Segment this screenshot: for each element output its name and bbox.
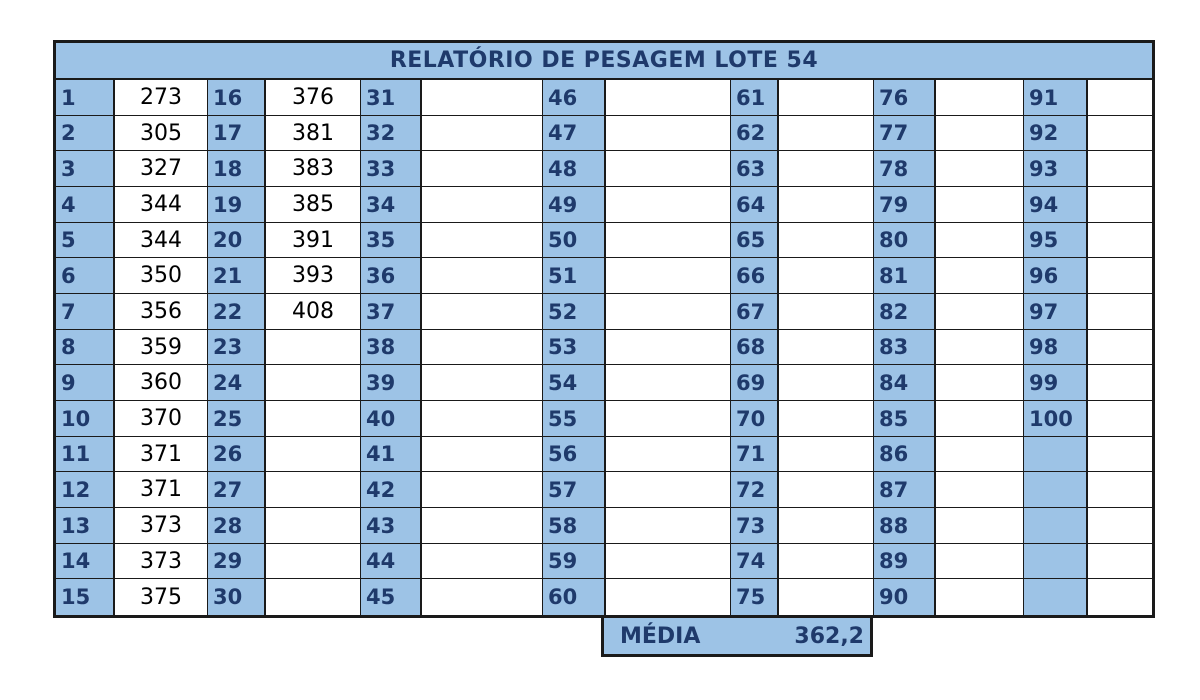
entry-weight: [606, 401, 731, 437]
entry-number: 20: [208, 223, 266, 258]
entry-number: 97: [1024, 294, 1088, 330]
entry-number: 4: [56, 187, 115, 223]
entry-number: 21: [208, 258, 266, 294]
entry-number: [1024, 508, 1088, 544]
entry-number: 70: [731, 401, 779, 437]
entry-number: 67: [731, 294, 779, 330]
weight-grid: [56, 80, 1152, 615]
entry-weight: 371: [115, 472, 208, 508]
entry-number: 93: [1024, 151, 1088, 187]
entry-number: 36: [361, 258, 422, 294]
entry-weight: [936, 223, 1024, 258]
entry-number: 25: [208, 401, 266, 437]
entry-weight: [1088, 437, 1152, 472]
entry-weight: [779, 151, 874, 187]
entry-number: 48: [543, 151, 606, 187]
entry-weight: [936, 365, 1024, 401]
entry-number: 28: [208, 508, 266, 544]
entry-number: 60: [543, 579, 606, 615]
entry-number: 47: [543, 116, 606, 151]
entry-weight: [936, 472, 1024, 508]
entry-weight: [606, 544, 731, 579]
entry-weight: [779, 508, 874, 544]
entry-number: 66: [731, 258, 779, 294]
entry-weight: 360: [115, 365, 208, 401]
entry-weight: 381: [266, 116, 361, 151]
entry-number: 2: [56, 116, 115, 151]
media-value: 362,2: [794, 623, 864, 649]
entry-number: 72: [731, 472, 779, 508]
entry-number: 17: [208, 116, 266, 151]
entry-weight: 356: [115, 294, 208, 330]
entry-weight: [1088, 258, 1152, 294]
entry-number: [1024, 437, 1088, 472]
media-summary: [601, 618, 873, 657]
entry-weight: [606, 116, 731, 151]
entry-number: 11: [56, 437, 115, 472]
entry-number: 61: [731, 80, 779, 116]
entry-number: 51: [543, 258, 606, 294]
entry-number: 24: [208, 365, 266, 401]
entry-weight: 393: [266, 258, 361, 294]
entry-number: 62: [731, 116, 779, 151]
entry-weight: [606, 472, 731, 508]
entry-weight: [606, 437, 731, 472]
entry-number: 94: [1024, 187, 1088, 223]
entry-weight: [422, 258, 543, 294]
entry-weight: [606, 579, 731, 615]
entry-weight: [936, 80, 1024, 116]
entry-number: 98: [1024, 330, 1088, 365]
entry-number: 100: [1024, 401, 1088, 437]
entry-number: 74: [731, 544, 779, 579]
entry-number: 39: [361, 365, 422, 401]
entry-weight: [936, 330, 1024, 365]
entry-number: 44: [361, 544, 422, 579]
entry-weight: [606, 294, 731, 330]
entry-number: 57: [543, 472, 606, 508]
entry-number: 52: [543, 294, 606, 330]
entry-number: 1: [56, 80, 115, 116]
entry-weight: 373: [115, 544, 208, 579]
entry-number: 3: [56, 151, 115, 187]
entry-weight: [606, 80, 731, 116]
entry-number: 90: [874, 579, 936, 615]
entry-weight: [936, 401, 1024, 437]
entry-weight: [422, 80, 543, 116]
entry-weight: 370: [115, 401, 208, 437]
entry-weight: [266, 579, 361, 615]
entry-number: [1024, 472, 1088, 508]
entry-number: 79: [874, 187, 936, 223]
report-title: RELATÓRIO DE PESAGEM LOTE 54: [56, 43, 1152, 80]
entry-weight: [266, 508, 361, 544]
entry-number: 46: [543, 80, 606, 116]
entry-weight: [606, 151, 731, 187]
entry-weight: 408: [266, 294, 361, 330]
entry-number: 99: [1024, 365, 1088, 401]
entry-number: 22: [208, 294, 266, 330]
entry-number: 75: [731, 579, 779, 615]
entry-number: 68: [731, 330, 779, 365]
entry-weight: [779, 116, 874, 151]
entry-weight: [422, 151, 543, 187]
entry-weight: [936, 544, 1024, 579]
entry-number: 89: [874, 544, 936, 579]
entry-weight: [606, 330, 731, 365]
entry-weight: [779, 294, 874, 330]
entry-number: 63: [731, 151, 779, 187]
entry-number: 65: [731, 223, 779, 258]
entry-number: 76: [874, 80, 936, 116]
entry-weight: 359: [115, 330, 208, 365]
entry-number: 84: [874, 365, 936, 401]
entry-weight: [1088, 187, 1152, 223]
entry-weight: 350: [115, 258, 208, 294]
media-label: MÉDIA: [620, 623, 701, 649]
entry-number: 58: [543, 508, 606, 544]
entry-weight: 371: [115, 437, 208, 472]
entry-weight: [266, 437, 361, 472]
entry-number: 33: [361, 151, 422, 187]
entry-number: 9: [56, 365, 115, 401]
entry-weight: [779, 401, 874, 437]
entry-number: 30: [208, 579, 266, 615]
entry-weight: [266, 401, 361, 437]
entry-weight: [1088, 80, 1152, 116]
entry-weight: [779, 579, 874, 615]
entry-number: 45: [361, 579, 422, 615]
entry-number: 78: [874, 151, 936, 187]
entry-number: 29: [208, 544, 266, 579]
entry-weight: [1088, 223, 1152, 258]
entry-weight: [1088, 294, 1152, 330]
entry-weight: [606, 258, 731, 294]
entry-number: 96: [1024, 258, 1088, 294]
entry-weight: 305: [115, 116, 208, 151]
entry-number: 85: [874, 401, 936, 437]
entry-weight: [779, 365, 874, 401]
entry-weight: 391: [266, 223, 361, 258]
entry-weight: [936, 437, 1024, 472]
entry-weight: [606, 508, 731, 544]
entry-number: 56: [543, 437, 606, 472]
entry-weight: [606, 365, 731, 401]
entry-weight: [1088, 579, 1152, 615]
entry-weight: [422, 437, 543, 472]
entry-number: 64: [731, 187, 779, 223]
entry-weight: [936, 187, 1024, 223]
entry-weight: [1088, 544, 1152, 579]
entry-weight: [606, 187, 731, 223]
entry-number: 31: [361, 80, 422, 116]
entry-weight: [936, 116, 1024, 151]
entry-number: 53: [543, 330, 606, 365]
entry-weight: [1088, 330, 1152, 365]
entry-weight: [422, 330, 543, 365]
entry-number: 80: [874, 223, 936, 258]
entry-weight: [779, 472, 874, 508]
entry-weight: [1088, 472, 1152, 508]
entry-number: 41: [361, 437, 422, 472]
entry-weight: [936, 294, 1024, 330]
entry-number: 6: [56, 258, 115, 294]
entry-weight: [422, 544, 543, 579]
entry-number: 12: [56, 472, 115, 508]
entry-weight: [266, 330, 361, 365]
entry-weight: [779, 187, 874, 223]
entry-number: 54: [543, 365, 606, 401]
entry-number: 13: [56, 508, 115, 544]
entry-number: 81: [874, 258, 936, 294]
weighing-report-sheet: [53, 40, 1155, 618]
entry-weight: 383: [266, 151, 361, 187]
entry-number: [1024, 579, 1088, 615]
entry-weight: 385: [266, 187, 361, 223]
entry-weight: [779, 80, 874, 116]
entry-number: [1024, 544, 1088, 579]
entry-number: 14: [56, 544, 115, 579]
entry-number: 8: [56, 330, 115, 365]
entry-number: 71: [731, 437, 779, 472]
entry-number: 23: [208, 330, 266, 365]
entry-weight: [779, 544, 874, 579]
entry-weight: [1088, 508, 1152, 544]
entry-number: 42: [361, 472, 422, 508]
entry-number: 91: [1024, 80, 1088, 116]
entry-number: 82: [874, 294, 936, 330]
entry-weight: [936, 258, 1024, 294]
entry-number: 38: [361, 330, 422, 365]
entry-number: 32: [361, 116, 422, 151]
entry-number: 27: [208, 472, 266, 508]
entry-number: 69: [731, 365, 779, 401]
entry-weight: 327: [115, 151, 208, 187]
entry-number: 19: [208, 187, 266, 223]
entry-weight: 344: [115, 223, 208, 258]
entry-weight: [422, 294, 543, 330]
entry-weight: 375: [115, 579, 208, 615]
entry-weight: 373: [115, 508, 208, 544]
entry-number: 87: [874, 472, 936, 508]
entry-number: 73: [731, 508, 779, 544]
entry-weight: [422, 579, 543, 615]
entry-weight: [779, 437, 874, 472]
entry-number: 83: [874, 330, 936, 365]
entry-weight: 273: [115, 80, 208, 116]
entry-number: 43: [361, 508, 422, 544]
entry-number: 18: [208, 151, 266, 187]
entry-weight: [422, 472, 543, 508]
entry-weight: 344: [115, 187, 208, 223]
entry-number: 77: [874, 116, 936, 151]
entry-number: 10: [56, 401, 115, 437]
entry-number: 86: [874, 437, 936, 472]
entry-weight: [422, 223, 543, 258]
entry-number: 59: [543, 544, 606, 579]
entry-weight: [1088, 116, 1152, 151]
entry-number: 95: [1024, 223, 1088, 258]
entry-number: 15: [56, 579, 115, 615]
entry-number: 49: [543, 187, 606, 223]
entry-weight: [1088, 365, 1152, 401]
entry-weight: [1088, 401, 1152, 437]
entry-weight: [936, 151, 1024, 187]
entry-number: 34: [361, 187, 422, 223]
entry-number: 16: [208, 80, 266, 116]
entry-number: 26: [208, 437, 266, 472]
entry-weight: [266, 472, 361, 508]
entry-number: 88: [874, 508, 936, 544]
entry-weight: [936, 508, 1024, 544]
entry-weight: [422, 187, 543, 223]
entry-number: 92: [1024, 116, 1088, 151]
entry-number: 7: [56, 294, 115, 330]
entry-weight: [1088, 151, 1152, 187]
entry-weight: [422, 116, 543, 151]
entry-number: 35: [361, 223, 422, 258]
entry-number: 55: [543, 401, 606, 437]
entry-weight: 376: [266, 80, 361, 116]
entry-number: 37: [361, 294, 422, 330]
entry-number: 50: [543, 223, 606, 258]
entry-weight: [779, 223, 874, 258]
entry-weight: [422, 365, 543, 401]
entry-number: 40: [361, 401, 422, 437]
entry-weight: [422, 508, 543, 544]
entry-weight: [936, 579, 1024, 615]
entry-weight: [266, 544, 361, 579]
entry-weight: [422, 401, 543, 437]
entry-weight: [779, 330, 874, 365]
entry-weight: [606, 223, 731, 258]
entry-weight: [779, 258, 874, 294]
entry-weight: [266, 365, 361, 401]
entry-number: 5: [56, 223, 115, 258]
